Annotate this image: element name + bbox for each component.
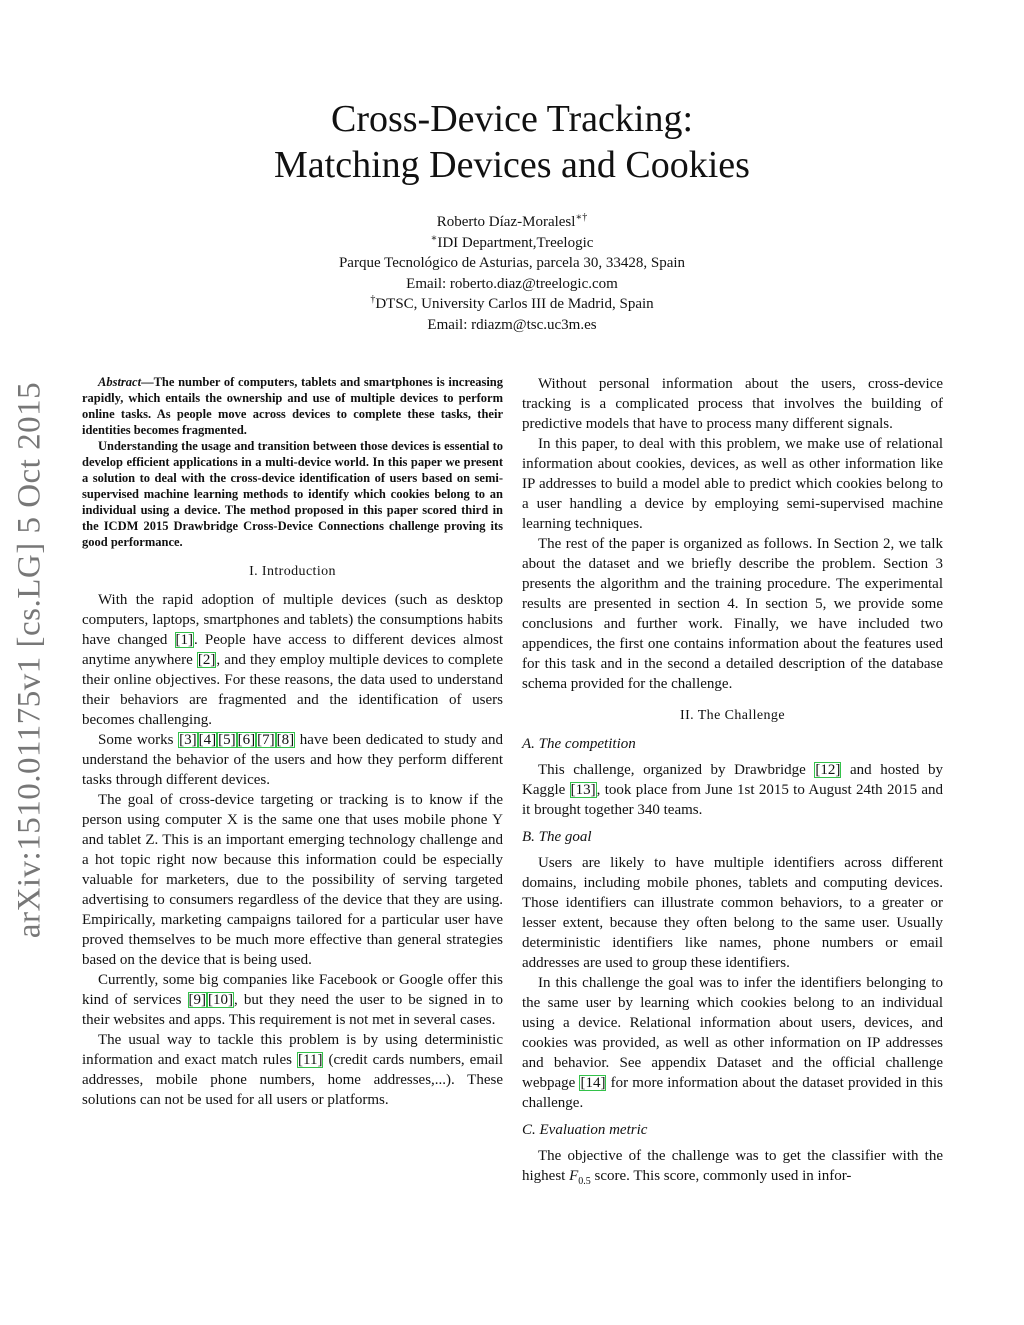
intro-paragraph-2 — [82, 730, 503, 790]
title-line-2: Matching Devices and Cookies — [274, 144, 750, 186]
text: This challenge, organized by Drawbridge — [538, 762, 815, 778]
author-name: Roberto Díaz-Moralesl — [436, 214, 576, 230]
affiliation-2-mark: † — [370, 294, 376, 305]
citation-link[interactable]: [9] — [188, 992, 207, 1008]
affiliation-1-address: Parque Tecnológico de Asturias, parcela 30, 33428, Spain — [338, 255, 686, 271]
goal-paragraph-2 — [522, 973, 943, 1113]
left-column — [82, 374, 503, 1110]
section-heading-introduction: I. Introduction — [249, 564, 336, 579]
text: have been dedicated to study and understand the behavior of the users and how they perform different tasks through different devices. — [82, 732, 503, 788]
f-score-symbol: F — [569, 1168, 579, 1184]
text: The usual way to tackle this problem is by using deterministic information and exact match rules — [82, 1032, 503, 1068]
affiliation-1-mark: ∗ — [430, 232, 438, 244]
goal-paragraph-1: Users are likely to have multiple identifiers across different domains, including mobile phones, tablets and computing devices. Those identifiers can illustrate common behaviors, to a greater or lesser extent, because they often belong to the same user. Usually deterministic identifiers like names, phone numbers or email addresses are used to group these identifiers. — [522, 855, 943, 971]
paper-title — [0, 96, 1024, 188]
text: Currently, some big companies like Facebook or Google offer this kind of services — [82, 972, 503, 1008]
intro-paragraph-3: The goal of cross-device targeting or tracking is to know if the person using computer X is the same one that uses mobile phone Y and tablet Z. This is an important emerging technology challenge and a hot topic right now because this information could be especially valuable for marketers, due to the possibility of serving targeted advertising to consumers regardless of the device that they are using. Empirically, marketing campaigns tailored for a particular user have proved themselves to be much more effective than general strategies based on the device that is being used. — [82, 792, 503, 968]
citation-link[interactable]: [3] — [179, 732, 197, 748]
f-score-subscript: 0.5 — [578, 1176, 591, 1187]
right-column — [522, 374, 943, 1192]
citation-link[interactable]: [7] — [257, 732, 275, 748]
text: In this challenge the goal was to infer the identifiers belonging to the same user by learning which cookies belong to an individual using a device. Relational information about users, devices, and cookies was provided, as well as other information on IP addresses and behavior. See appendix Dataset and the official challenge webpage — [522, 975, 943, 1091]
affiliation-1-text: IDI Department,Treelogic — [437, 234, 594, 251]
intro-paragraph-4 — [82, 970, 503, 1030]
citation-link[interactable]: [1] — [175, 632, 194, 648]
intro-paragraph-5 — [82, 1030, 503, 1110]
citation-link[interactable]: [5] — [218, 732, 236, 748]
arxiv-side-stamp — [10, 365, 50, 955]
author-marks: ∗† — [575, 212, 588, 223]
section-heading-challenge: II. The Challenge — [680, 708, 785, 723]
citation-link[interactable]: [14] — [580, 1075, 606, 1091]
abstract-label: Abstract — [98, 375, 142, 389]
abstract-paragraph-1 — [82, 374, 503, 438]
text: , but they need the user to be signed in to their websites and apps. This requirement is not met in several cases. — [82, 992, 503, 1028]
citation-link[interactable]: [12] — [815, 762, 841, 778]
citation-link[interactable]: [2] — [197, 652, 216, 668]
intro-paragraph-8: The rest of the paper is organized as follows. In Section 2, we talk about the dataset and we briefly describe the problem. Section 3 presents the algorithm and the training procedure. The experimental results are presented in section 4. In section 5, we provide some conclusions and further work. Finally, we have included two appendices, the first one contains information about the features used for this task and in the second a detailed description of the database schema provided for the challenge. — [522, 536, 943, 692]
citation-link[interactable]: [10] — [208, 992, 234, 1008]
text: , and they employ multiple devices to complete their online objectives. For these reasons, the data used to understand their behaviors are fragmented and the identification of users becomes challenging. — [82, 652, 504, 728]
affiliation-1-email: Email: roberto.diaz@treelogic.com — [406, 275, 618, 292]
affiliation-2 — [0, 294, 1024, 315]
citation-link[interactable]: [6] — [237, 732, 256, 748]
affiliation-2-text: DTSC, University Carlos III de Madrid, Spain — [375, 296, 654, 312]
abstract-paragraph-2: Understanding the usage and transition between those devices is essential to develop efficient applications in a multi-device world. In this paper we present a solution to deal with the cross-device identification of users based on semi-supervised machine learning methods to identify which cookies belong to an individual using a device. The method proposed in this paper scored third in the ICDM 2015 Drawbridge Cross-Device Connections challenge proving its good performance. — [82, 439, 503, 549]
abstract — [82, 374, 503, 550]
subsection-heading-competition: A. The competition — [522, 736, 636, 752]
text: Some works — [98, 732, 179, 748]
citation-link[interactable]: [4] — [198, 732, 217, 748]
affiliation-2-email: Email: rdiazm@tsc.uc3m.es — [427, 316, 597, 333]
citation-link[interactable]: [8] — [276, 732, 295, 748]
text: score. This score, commonly used in infor- — [590, 1168, 852, 1184]
text: With the rapid adoption of multiple devices (such as desktop computers, laptops, smartphones and tablets) the consumptions habits have changed — [82, 592, 503, 648]
text: , took place from June 1st 2015 to August 24th 2015 and it brought together 340 teams. — [522, 782, 943, 818]
author-block — [0, 212, 1024, 335]
title-line-1: Cross-Device Tracking: — [330, 98, 694, 140]
intro-paragraph-7: In this paper, to deal with this problem, we make use of relational information about cookies, devices, as well as other information like IP addresses to build a model able to predict which cookies belong to a user handling a device by employing semi-supervised machine learning techniques. — [522, 436, 943, 532]
metric-paragraph — [522, 1146, 943, 1192]
abstract-text-1: —The number of computers, tablets and smartphones is increasing rapidly, which entails the ownership and use of multiple devices to perform online tasks. As people move across devices to complete these tasks, their identities becomes fragmented. — [82, 375, 503, 437]
text: . People have access to different devices almost anytime anywhere — [82, 632, 503, 668]
subsection-heading-evaluation-metric: C. Evaluation metric — [522, 1122, 648, 1138]
arxiv-id: arXiv:1510.01175v1 [cs.LG] 5 Oct 2015 — [11, 381, 48, 939]
text: and hosted by Kaggle — [522, 762, 943, 798]
intro-paragraph-1 — [82, 590, 503, 730]
author-name-line — [0, 212, 1024, 233]
affiliation-1 — [0, 233, 1024, 254]
text: for more information about the dataset provided in this challenge. — [522, 1075, 943, 1111]
intro-paragraph-6: Without personal information about the users, cross-device tracking is a complicated process that involves the building of predictive models that have to process many different signals. — [522, 376, 943, 432]
subsection-heading-goal: B. The goal — [522, 829, 592, 845]
citation-link[interactable]: [13] — [570, 782, 596, 798]
competition-paragraph — [522, 760, 943, 820]
text: The objective of the challenge was to get the classifier with the highest — [522, 1148, 943, 1184]
text: (credit cards numbers, email addresses, mobile phone numbers, home addresses,...). These solutions can not be used for all users or platforms. — [82, 1052, 504, 1108]
citation-link[interactable]: [11] — [298, 1052, 323, 1068]
